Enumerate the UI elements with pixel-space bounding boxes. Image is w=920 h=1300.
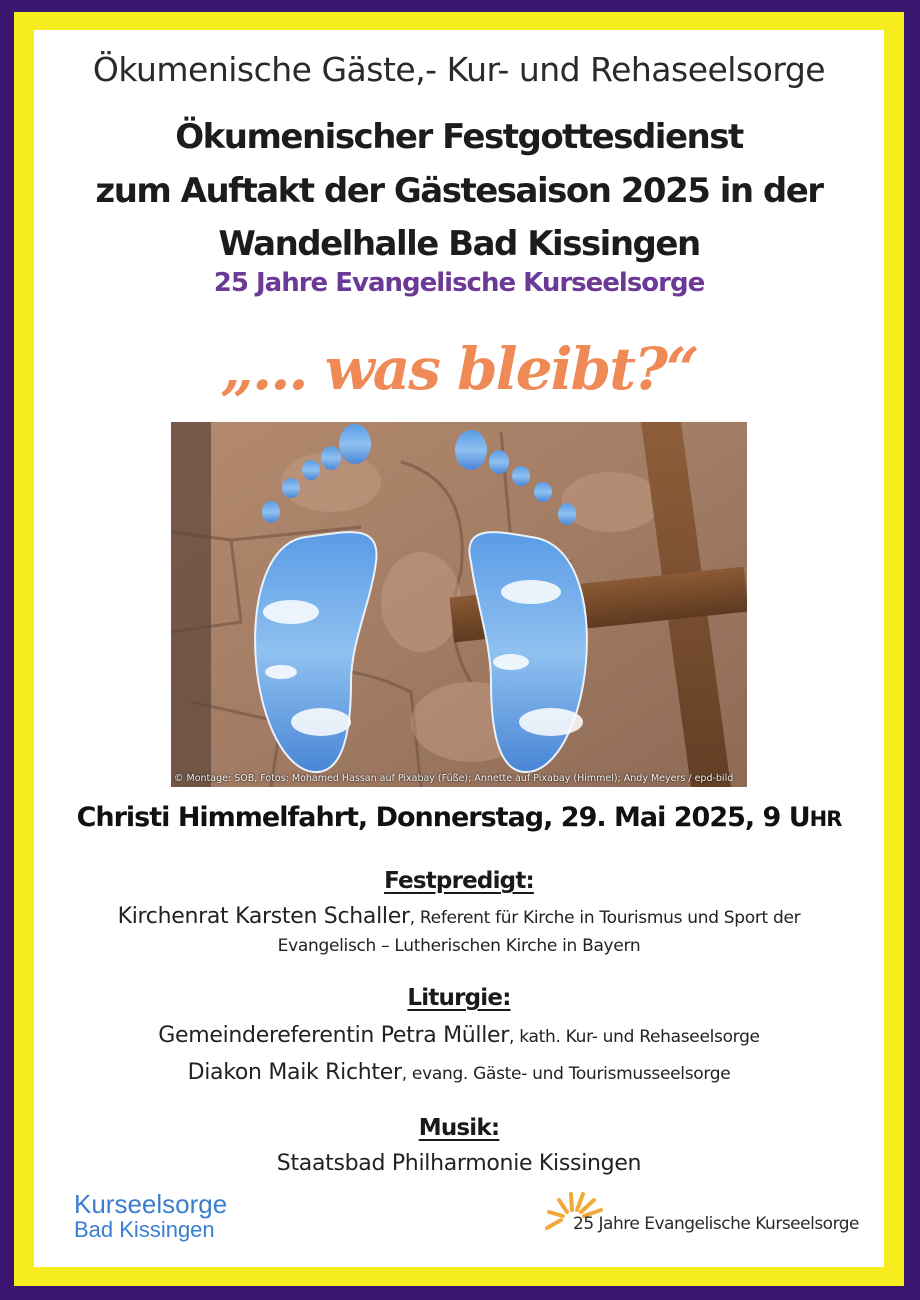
- liturgy-heading: Liturgie:: [407, 985, 511, 1011]
- headline-line-3: Wandelhalle Bad Kissingen: [218, 224, 700, 264]
- liturgist-1-name: Gemeindereferentin Petra Müller: [158, 1023, 510, 1048]
- poster-sheet: [34, 30, 884, 1267]
- footprints-illustration: [171, 422, 747, 787]
- preacher-name: Kirchenrat Karsten Schaller: [117, 904, 410, 929]
- anniversary-tagline: 25 Jahre Evangelische Kurseelsorge: [213, 268, 705, 298]
- sermon-heading: Festpredigt:: [384, 868, 534, 894]
- music-heading: Musik:: [418, 1115, 500, 1141]
- liturgy-line-2: [34, 1060, 884, 1085]
- logo-left-line-1: Kurseelsorge: [74, 1189, 228, 1219]
- liturgist-2-name: Diakon Maik Richter: [187, 1060, 402, 1085]
- liturgist-1-role: , kath. Kur- und Rehaseelsorge: [509, 1027, 760, 1047]
- photo-credit: © Montage: SOB, Fotos: Mohamed Hassan auf Pixabay (Füße); Annette auf Pixabay (Himmel); Andy Meyers / epd-bild: [174, 773, 734, 784]
- liturgy-line-1: [34, 1023, 884, 1048]
- liturgist-2-role: , evang. Gäste- und Tourismusseelsorge: [401, 1064, 731, 1084]
- music-performer: Staatsbad Philharmonie Kissingen: [276, 1151, 642, 1176]
- footprints-photo: [171, 422, 747, 787]
- kurseelsorge-logo: [74, 1190, 227, 1242]
- poster-subtitle: Ökumenische Gäste,- Kur- und Rehaseelsorge: [92, 50, 826, 89]
- anniversary-logo: [539, 1188, 859, 1248]
- event-date-main: Christi Himmelfahrt, Donnerstag, 29. Mai 2025, 9 U: [76, 802, 810, 833]
- headline-line-1: Ökumenischer Festgottesdienst: [175, 117, 743, 157]
- sermon-line-1: [34, 904, 884, 929]
- logo-left-line-2: Bad Kissingen: [74, 1217, 215, 1242]
- event-date-tail: HR: [809, 807, 842, 831]
- logo-right-text: 25 Jahre Evangelische Kurseelsorge: [573, 1214, 860, 1234]
- sermon-line-2: Evangelisch – Lutherischen Kirche in Bayern: [277, 936, 641, 956]
- preacher-role: , Referent für Kirche in Tourismus und Sport der: [409, 908, 801, 928]
- motto: „... was bleibt?“: [220, 335, 698, 403]
- headline-line-2: zum Auftakt der Gästesaison 2025 in der: [95, 171, 823, 211]
- event-date: [34, 802, 884, 833]
